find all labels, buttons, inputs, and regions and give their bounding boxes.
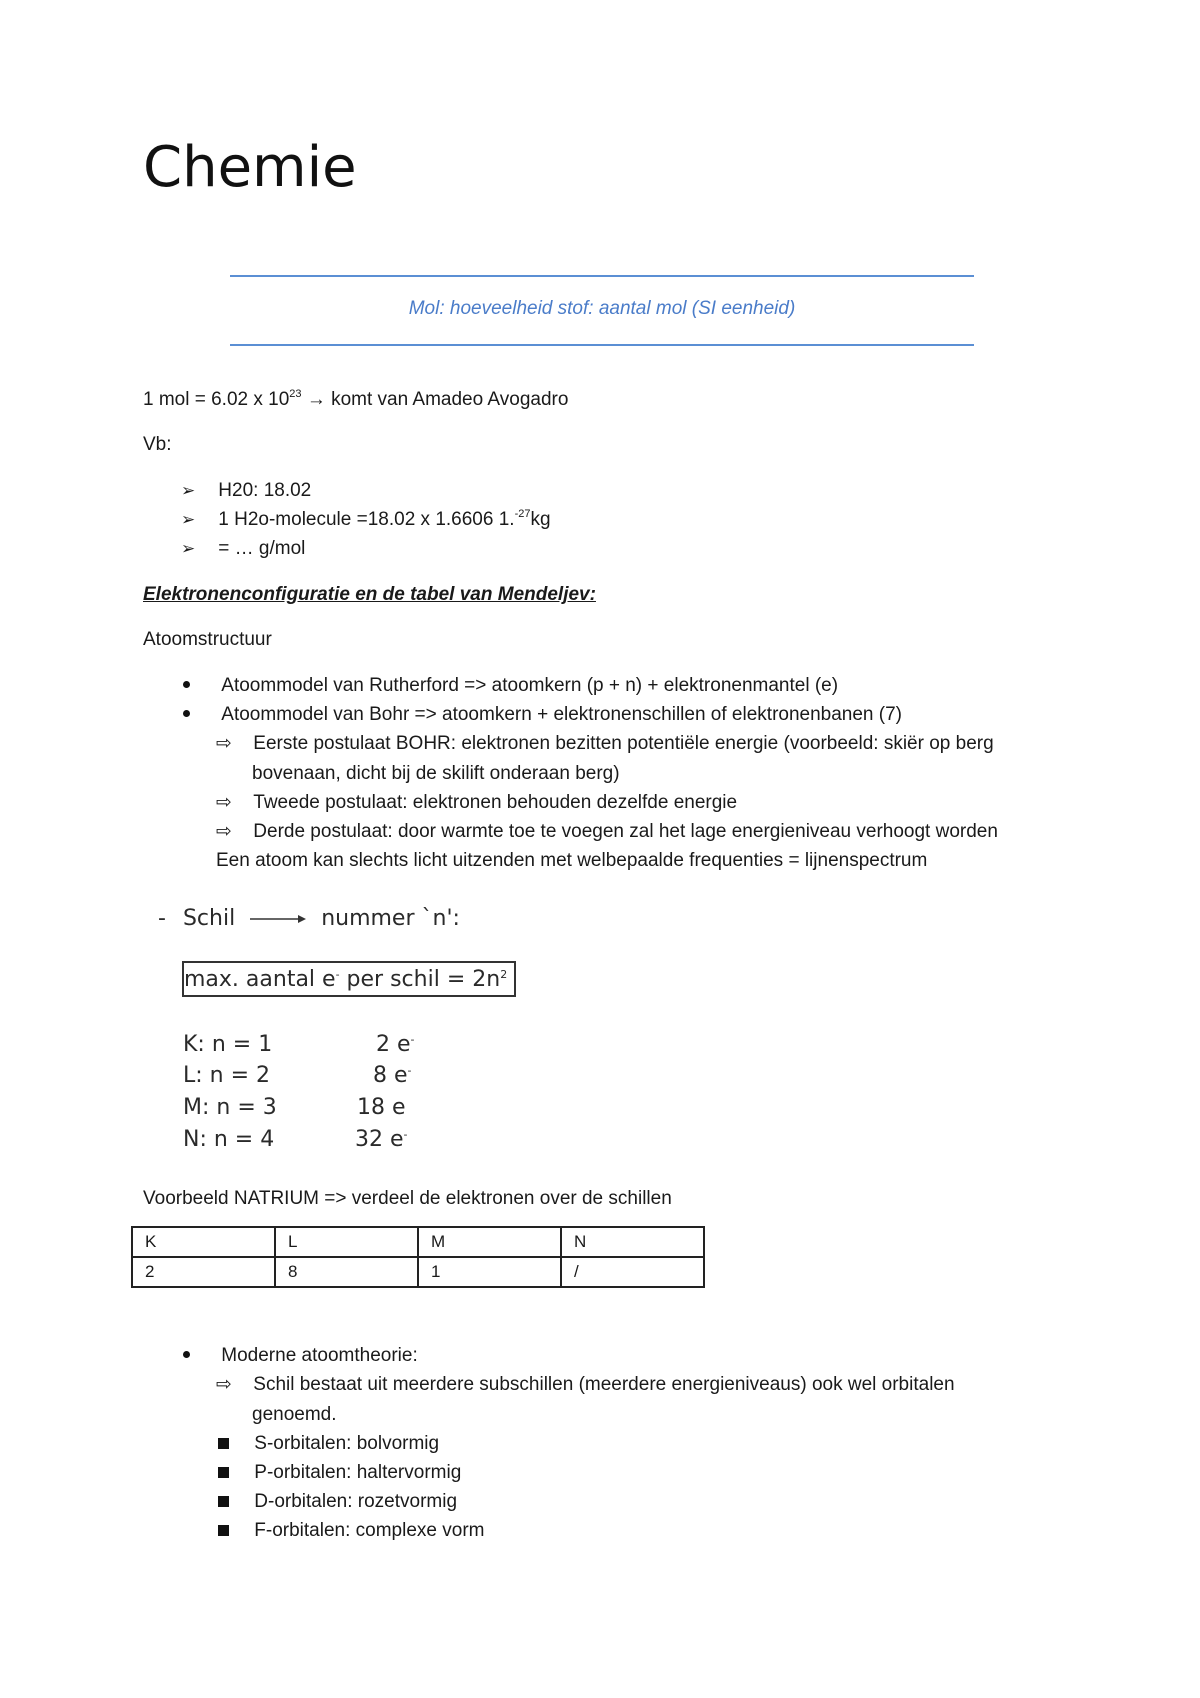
mol-exponent: 23 [289,388,302,400]
hollow-arrow-bullet-icon: ⇨ [216,1374,232,1395]
square-bullet-icon [218,1438,229,1449]
shell-row-label: K: n = 1 [183,1032,273,1057]
long-arrow-icon [250,912,306,926]
shell-table [131,1226,705,1288]
list-item-continuation: bovenaan, dicht bij de skilift onderaan berg) [252,763,620,784]
table-cell: N [561,1227,704,1257]
list-item: Atoommodel van Rutherford => atoomkern (p + n) + elektronenmantel (e) [183,674,838,698]
list-item: ➢ H20: 18.02 [181,480,312,501]
natrium-text: Voorbeeld NATRIUM => verdeel de elektronen over de schillen [143,1188,672,1209]
arrowhead-bullet-icon: ➢ [181,510,196,529]
mol-definition [143,388,568,412]
list-item: Atoommodel van Bohr => atoomkern + elektronenschillen of elektronenbanen (7) [183,703,902,727]
table-cell: K [132,1227,275,1257]
mol-prefix: 1 mol = 6.02 x 10 [143,389,290,410]
list-item: ⇨ Schil bestaat uit meerdere subschillen (meerdere energieniveaus) ook wel orbitalen [216,1374,955,1395]
hollow-arrow-bullet-icon: ⇨ [216,792,232,813]
table-cell: L [275,1227,418,1257]
table-cell: 2 [132,1257,275,1287]
bullet-dot-icon [183,710,190,717]
shell-row-value: 32 e- [355,1127,408,1152]
list-item: F-orbitalen: complexe vorm [218,1519,484,1543]
table-cell: M [418,1227,561,1257]
bullet-dot-icon [183,681,190,688]
list-item: Moderne atoomtheorie: [183,1344,418,1368]
list-item: P-orbitalen: haltervormig [218,1461,461,1485]
vb-label: Vb: [143,434,172,455]
schil-line: - Schil nummer `n': [158,906,460,931]
shell-row-label: L: n = 2 [183,1063,271,1088]
table-cell: 8 [275,1257,418,1287]
list-item: ⇨ Eerste postulaat BOHR: elektronen bezitten potentiële energie (voorbeeld: skiër op berg [216,733,994,754]
shell-row-value: 2 e- [376,1032,415,1057]
quote-rule-top [230,275,974,277]
bullet-dot-icon [183,1351,190,1358]
mol-suffix: komt van Amadeo Avogadro [331,389,569,410]
table-row [132,1227,704,1257]
list-item: ➢ = … g/mol [181,538,306,559]
table-row [132,1257,704,1287]
arrowhead-bullet-icon: ➢ [181,481,196,500]
quote-rule-bottom [230,344,974,346]
atoomstructuur-label: Atoomstructuur [143,629,272,650]
list-item: ➢ 1 H2o-molecule =18.02 x 1.6606 1.$^{-27}$kg [181,508,551,530]
list-item-continuation: genoemd. [252,1404,337,1425]
square-bullet-icon [218,1525,229,1536]
table-cell: 1 [418,1257,561,1287]
table-cell: / [561,1257,704,1287]
arrowhead-bullet-icon: ➢ [181,539,196,558]
formula-text: max. aantal e- per schil = $2n^2$ [184,967,508,992]
hollow-arrow-bullet-icon: ⇨ [216,733,232,754]
shell-row-label: N: n = 4 [183,1127,275,1152]
list-item: S-orbitalen: bolvormig [218,1432,439,1456]
list-item: D-orbitalen: rozetvormig [218,1490,457,1514]
right-arrow-icon: → [306,389,326,410]
hollow-arrow-bullet-icon: ⇨ [216,821,232,842]
section-heading: Elektronenconfiguratie en de tabel van Mendeljev: [143,584,596,605]
page-title: Chemie [143,135,357,200]
square-bullet-icon [218,1467,229,1478]
shell-row-value: 8 e- [373,1063,412,1088]
intense-quote: Mol: hoeveelheid stof: aantal mol (SI eenheid) [408,298,796,319]
list-item: ⇨ Derde postulaat: door warmte toe te voegen zal het lage energieniveau verhoogt worden [216,821,998,842]
lijnenspectrum-text: Een atoom kan slechts licht uitzenden met welbepaalde frequenties = lijnenspectrum [216,850,928,871]
shell-row-value: 18 e [357,1095,406,1120]
list-item: ⇨ Tweede postulaat: elektronen behouden dezelfde energie [216,792,738,813]
square-bullet-icon [218,1496,229,1507]
shell-row-label: M: n = 3 [183,1095,277,1120]
